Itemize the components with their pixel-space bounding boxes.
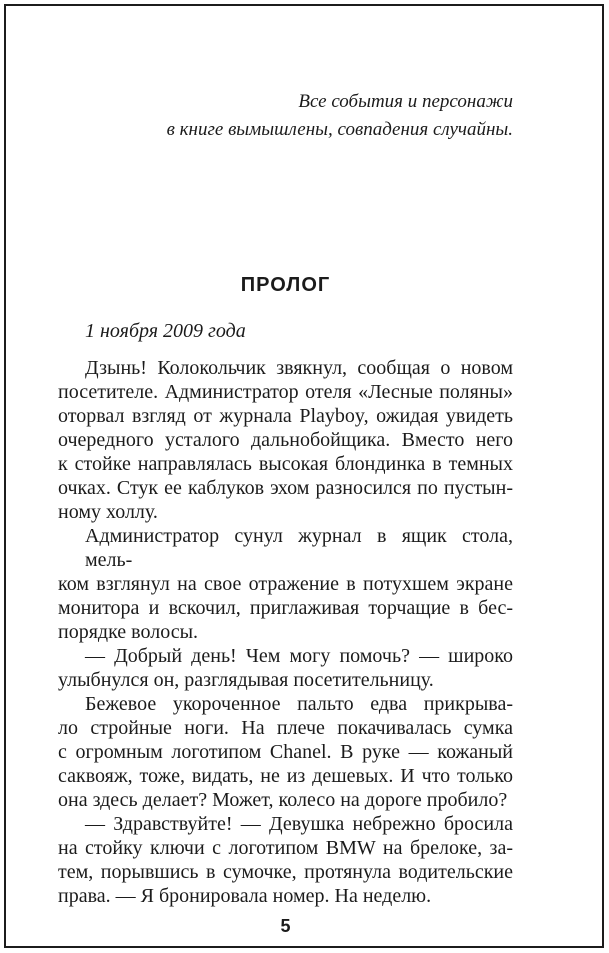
page-number: 5 [280,916,291,936]
text-line: Дзынь! Колокольчик звякнул, сообщая о новом [85,357,513,379]
text-line: к стойке направлялась высокая блондинка в темных [58,453,513,475]
paragraph [58,644,513,692]
text-line: ному холлу. [58,501,158,523]
page-content [0,88,609,936]
text-line: очередного усталого дальнобойщика. Вместо него [58,429,513,451]
chapter-heading: ПРОЛОГ [240,274,331,296]
text-line: на стойку ключи с логотипом BMW на брелоке, за- [58,837,513,859]
body-text [58,356,513,908]
text-line: монитора и вскочил, приглаживая торчащие в бес- [58,597,513,619]
text-line: улыбнулся он, разглядывая посетительницу. [58,669,434,691]
text-line: посетителе. Администратор отеля «Лесные поляны» [58,381,513,403]
text-line: порядке волосы. [58,621,199,643]
text-line: тем, порывшись в сумочке, протянула водительские [58,861,513,883]
text-line: ло стройные ноги. На плече покачивалась сумка [58,717,513,739]
text-line: ком взглянул на свое отражение в потухшем экране [58,573,513,595]
paragraph [58,812,513,908]
text-line: Администратор сунул журнал в ящик стола, мель- [85,525,513,571]
text-line: — Здравствуйте! — Девушка небрежно бросила [85,813,513,835]
text-line: очках. Стук ее каблуков эхом разносился по пустын- [58,477,513,499]
paragraph [58,692,513,812]
text-line: с огромным логотипом Chanel. В руке — кожаный [58,741,513,763]
paragraph [58,356,513,524]
epigraph-line: Все события и персонажи [298,91,513,112]
text-line: оторвал взгляд от журнала Playboy, ожидая увидеть [58,405,513,427]
epigraph [58,88,513,144]
text-line: — Добрый день! Чем могу помочь? — широко [85,645,513,667]
date-line: 1 ноября 2009 года [85,320,246,342]
epigraph-line: в книге вымышлены, совпадения случайны. [166,119,513,140]
text-line: она здесь делает? Может, колесо на дороге пробило? [58,789,508,811]
paragraph [58,524,513,644]
text-line: права. — Я бронировала номер. На неделю. [58,885,432,907]
text-line: Бежевое укороченное пальто едва прикрыва- [85,693,513,715]
text-line: саквояж, тоже, видать, не из дешевых. И что только [58,765,513,787]
